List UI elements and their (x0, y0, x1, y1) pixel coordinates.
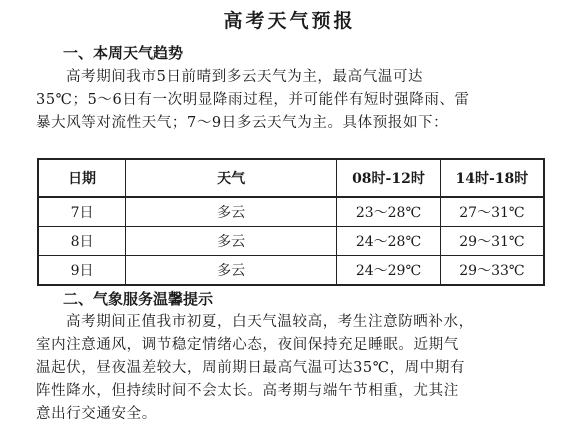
cell-weather: 多云 (126, 197, 337, 227)
table-row (38, 256, 544, 286)
cell-weather: 多云 (126, 256, 337, 286)
page-title: 高考天气预报 (223, 10, 356, 32)
cell-morning-temp: 24～28℃ (337, 227, 441, 256)
tips-paragraph (36, 311, 544, 426)
tips-line: 室内注意通风，调节稳定情绪心态，夜间保持充足睡眠。近期气 (36, 337, 459, 353)
header-afternoon-temp: 14时-18时 (440, 159, 544, 197)
section-heading-trend: 一、本周天气趋势 (63, 44, 184, 62)
tips-line: 温起伏，昼夜温差较大，周前期日最高气温可达35℃，周中期有 (36, 360, 466, 376)
cell-afternoon-temp: 27～31℃ (440, 197, 544, 227)
table-row (38, 227, 544, 256)
tips-line (36, 311, 544, 334)
cell-morning-temp: 23～28℃ (337, 197, 441, 227)
cell-weather: 多云 (126, 227, 337, 256)
trend-line: 35℃；5～6日有一次明显降雨过程，并可能伴有短时强降雨、雷 (36, 92, 470, 108)
cell-date: 7日 (38, 197, 126, 227)
cell-date: 8日 (38, 227, 126, 256)
header-weather: 天气 (126, 159, 337, 197)
trend-line: 暴大风等对流性天气；7～9日多云天气为主。具体预报如下： (36, 115, 449, 131)
cell-afternoon-temp: 29～31℃ (440, 227, 544, 256)
trend-line-text: 高考期间我市5日前晴到多云天气为主，最高气温可达 (66, 69, 424, 85)
table-row (38, 197, 544, 227)
cell-afternoon-temp: 29～33℃ (440, 256, 544, 286)
cell-date: 9日 (38, 256, 126, 286)
trend-line (36, 66, 544, 89)
tips-line-text: 高考期间正值我市初夏，白天气温较高，考生注意防晒补水， (66, 314, 474, 330)
trend-paragraph (36, 66, 544, 135)
section-heading-tips: 二、气象服务温馨提示 (63, 290, 214, 308)
cell-morning-temp: 24～29℃ (337, 256, 441, 286)
tips-line: 意出行交通安全。 (36, 406, 157, 422)
tips-line: 阵性降水，但持续时间不会太长。高考期与端午节相重，尤其注 (36, 383, 459, 399)
forecast-table (37, 158, 545, 286)
header-date: 日期 (38, 159, 126, 197)
table-header-row (38, 159, 544, 197)
header-morning-temp: 08时-12时 (337, 159, 441, 197)
